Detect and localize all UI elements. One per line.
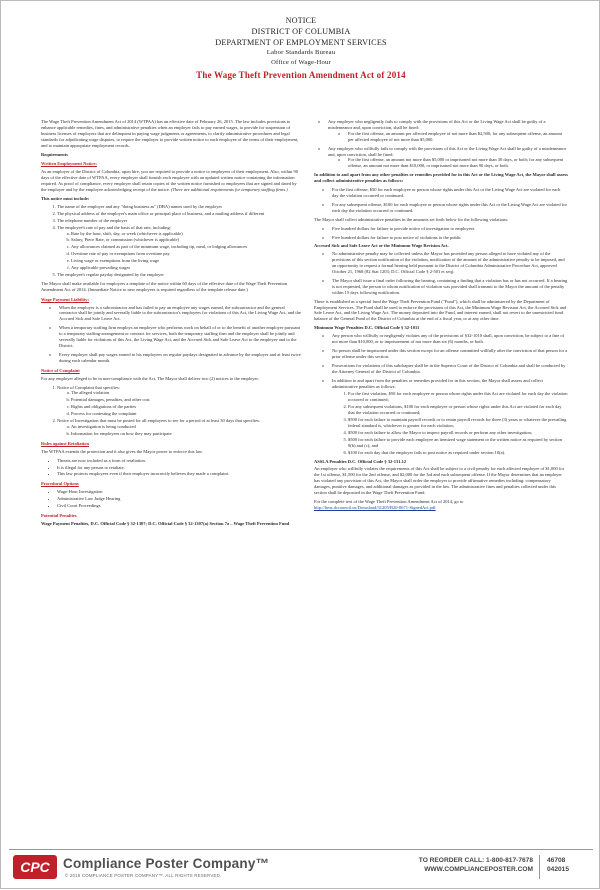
list-item: • Civil Court Proceedings: [57, 503, 303, 509]
rate-list: [57, 231, 303, 271]
reorder-info: [383, 856, 533, 874]
list-item: b. Potential damages, penalties, and other cost: [71, 397, 303, 403]
assla-paragraph: An employer who willfully violates the requirements of this Act shall be subject to a civil penalty for each affected employee of $1,000 for the 1st offense, $1,500 for the 2nd offense, and $2,000 for the 3rd and each subsequent offense. If the Mayor determines that an employer has violated any provision of this Act, the Mayor shall order the employer to provide affirmative remedies including: compensatory damages, punitive damages, and additional damages as provided in the law. The administrative fines and penalties collected under this section shall be deposited in the Wage Theft Prevention Fund.: [314, 466, 565, 496]
penalties-paragraph: Wage Payment Penalties, D.C. Official Code § 32-1307; D.C. Official Code § 32-1307(a) Section 7a – Wage Theft Prevention Fund: [41, 520, 290, 526]
bureau-name: Labor Standards Bureau: [266, 49, 336, 56]
retaliation-list: [41, 458, 303, 478]
list-item: a. An investigation is being conducted: [71, 424, 303, 430]
brand-name: Compliance Poster Company™: [63, 856, 270, 871]
reorder-phone[interactable]: TO REORDER CALL: 1-800-817-7678: [418, 857, 533, 864]
list-item: 3. The telephone number of the employer: [57, 218, 303, 224]
written-notice-paragraph: As an employer of the District of Columbia, upon hire, you are required to provide a notice to employees of their employment. Also, within 90 days of the effective date of WTPAA, every employer shall furnish each employee with an updated written notice containing the information required. As proof of compliance, every employer shall retain copies of the written notice furnished to employees that are signed and dated by the employer and by the employee acknowledging receipt of the notice. (There are additional requirements for temporary staffing firms.): [41, 169, 298, 193]
min-wage-list: [314, 333, 568, 455]
list-item: o Every employer shall pay wages earned to his employees on regular paydays designated in advance by the employer and at least twice during each calendar month.: [59, 352, 303, 364]
sick-leave-list: [314, 251, 568, 295]
list-item: o In addition to and apart from the penalties or remedies provided for in this section, the Mayor shall assess and collect administrative penalties as follows: 1. For the first violation, $50 for each employee or person whose rights under this Act are violated for each day the violation occurred or continued; 2. For any subsequent violations, $100 for each employee or person whose rights under this Act are violated for each day that the violation occurred or continued; 3. $500 for each failure to maintain payroll records or to retain payroll records for three (3) years or whatever the prevailing federal standard is, whichever is greater for each violation; 4. $500 for each failure to allow the Mayor to inspect payroll records or perform any other investigation; 5. $500 for each failure to provide each employee an itemized wage statement or the written notice as required by section 9(b) and (c); and 6. $100 for each day that the employer fails to post notice as required under section 10(a).: [332, 378, 568, 456]
list-item: 1. Notice of Complaint that specifies: a. The alleged violation b. Potential damages, penalties, and other cost c. Rights and obligations of the parties d. Process for contesting the complaint: [57, 385, 303, 418]
misdemeanor-sublist: [328, 131, 568, 143]
list-item: e. Living wage or exemptions from the living wage: [71, 258, 303, 264]
list-item: • It is illegal for any person to retaliate.: [57, 465, 303, 471]
list-item: • Wage-Hour Investigation: [57, 489, 303, 495]
poster-codes: [547, 856, 569, 874]
must-include-heading: This notice must include:: [41, 195, 90, 201]
list-item: o Prosecutions for violations of this subchapter shall be in the Superior Court of the District of Columbia and shall be conducted by the Attorney General of the District of Columbia.: [332, 363, 568, 375]
act-link[interactable]: http://lims.dccouncil.us/Download/31205/B20-0671-SignedAct.pdf: [314, 504, 436, 510]
list-item: b. Information for employees on how they may participate: [71, 431, 303, 437]
list-item: o Five hundred dollars for failure to post notice of violations to the public: [332, 235, 568, 241]
procedural-heading: Procedural Options: [41, 481, 79, 487]
list-item: o No administrative penalty may be collected unless the Mayor has provided any person alleged to have violated any of the provisions of this section notification of the violation, notification of the amount of the administrative penalty to be imposed, and an opportunity to request a formal hearing held pursuant to the District of Columbia Administrative Procedure Act, approved October 21, 1968 (82 Stat 1203; D.C. Official Code § 2-501 et seq).: [332, 251, 568, 275]
staffing-note: (There are additional requirements for temporary staffing firms.): [170, 187, 288, 193]
list-item: o For the first offense, an amount per affected employee of not more than $2,500; for any subsequent offense, an amount per affected employee of not more than $5,000.: [348, 131, 568, 143]
list-item: 4. The employee's rate of pay and the basis of that rate, including: a. Rate by the hour, shift, day, or week (whichever is applicable) b. Salary, Piece Rate, or commission (whichever is applicable) c. Any allowances claimed as part of the minimum wage, including tip, meal, or lodging allowances d. Overtime rate of pay or exemptions from overtime pay e. Living wage or exemptions from the living wage f. Any applicable prevailing wages: [57, 225, 303, 271]
sick-leave-heading: Accrued Sick and Safe Leave Act or the Minimum Wage Revision Act.: [314, 243, 449, 249]
min-wage-heading: Minimum Wage Penalties D.C. Official Code § 32-1011: [314, 325, 420, 331]
list-item: 1. The name of the employer and any "doing business as" (DBA) names used by the employer: [57, 204, 303, 210]
list-item: 2. For any subsequent violations, $100 for each employee or person whose rights under this Act are violated for each day that the violation occurred or continued;: [348, 404, 568, 416]
list-item: d. Process for contesting the complaint: [71, 411, 303, 417]
list-item: c. Rights and obligations of the parties: [71, 404, 303, 410]
list-item: 4. $500 for each failure to allow the Mayor to inspect payroll records or perform any other investigation;: [348, 430, 568, 436]
logo-text: CPC: [20, 859, 50, 875]
list-item: d. Overtime rate of pay or exemptions from overtime pay: [71, 251, 303, 257]
list-item: 5. The employee's regular payday designated by the employer: [57, 272, 303, 278]
list-item: 2. Notice of Investigation that must be posted for all employees to see for a period of at least 30 days that specifies: a. An investigation is being conducted b. Information for employees on how they may participate: [57, 418, 303, 437]
list-item: 5. $500 for each failure to provide each employee an itemized wage statement or the written notice as required by section 9(b) and (c); and: [348, 437, 568, 449]
footer-divider: [9, 849, 593, 850]
written-notice-heading: Written Employment Notice:: [41, 161, 97, 167]
misdemeanor-list: [314, 119, 568, 169]
list-item: • This law protects employees even if their employer incorrectly believes they made a complaint.: [57, 471, 303, 477]
copyright: © 2015 COMPLIANCE POSTER COMPANY™. ALL RIGHTS RESERVED.: [65, 873, 222, 878]
list-item: o For the first offense, an amount not more than $5,000 or imprisoned not more than 30 days, or both; for any subsequent offense, an amount not more than $10,000, or imprisoned not more than 90 days, or both.: [348, 157, 568, 169]
wage-liability-list: [41, 305, 303, 364]
admin-penalties-heading: In addition to and apart from any other penalties or remedies provided for in this Act or the Living Wage Act, the Mayor shall assess and collect administrative penalties as follows:: [314, 172, 568, 184]
retaliation-paragraph: The WTPAA extends the protection and it also gives the Mayor power to enforce this law.: [41, 448, 203, 454]
complete-text-paragraph: For the complete text of the Wage Theft Prevention Amendment Act of 2014, go to http://lims.dccouncil.us/Download/31205/B20-0671-SignedAct.pdf: [314, 498, 464, 510]
complaint-list: [41, 385, 303, 437]
department-name: DEPARTMENT OF EMPLOYMENT SERVICES: [215, 38, 387, 47]
penalties-heading: Potential Penalties: [41, 512, 77, 518]
notice-header: [1, 15, 600, 82]
revision-date: 042015: [547, 866, 570, 873]
footer-separator: [539, 855, 540, 879]
collect-paragraph: The Mayor shall collect administrative penalties in the amounts set forth below for the following violations:: [314, 216, 509, 222]
list-item: o When a temporary staffing firm employs an employee who performs work on behalf of or to the benefit of another employer pursuant to a temporary staffing-arrangement or contract for services, both the temporary staffing firm and the employer shall be jointly and severally liable for violations of this Act, the Living Wage Act, and the Accrued Sick and Safe Leave Act to the employee and to the District.: [59, 325, 303, 349]
notice-label: NOTICE: [285, 16, 317, 25]
notice-contents-list: [41, 204, 303, 278]
list-item: 3. $500 for each failure to maintain payroll records or to retain payroll records for three (3) years or whatever the prevailing federal standard is, whichever is greater for each violation;: [348, 417, 568, 429]
list-item: 6. $100 for each day that the employer fails to post notice as required under section 10(a).: [348, 450, 568, 456]
list-item: o Any employer who willfully fails to comply with the provisions of this Act or the Living Wage Act shall be guilty of a misdemeanor and, upon conviction, shall be fined: o For the first offense, an amount not more than $5,000 or imprisoned not more than 30 days, or both; for any subsequent offense, an amount not more than $10,000, or imprisoned not more than 90 days, or both.: [328, 146, 568, 170]
list-item: o Any person who willfully or negligently violates any of the provisions of §32-1010 shall, upon conviction, be subject to a fine of not more than $10,000, or to imprisonment of not more than six (6) months, or both.: [332, 333, 568, 345]
complaint-sublist: [57, 390, 303, 417]
list-item: 1. For the first violation, $50 for each employee or person whose rights under this Act are violated for each day the violation occurred or continued;: [348, 391, 568, 403]
procedural-list: [41, 489, 303, 509]
list-item: b. Salary, Piece Rate, or commission (whichever is applicable): [71, 237, 303, 243]
willful-sublist: [328, 157, 568, 169]
list-item: o Any employer who negligently fails to comply with the provisions of this Act or the Living Wage Act shall be guilty of a misdemeanor and, upon conviction, shall be fined: o For the first offense, an amount per affected employee of not more than $2,500; for any subsequent offense, an amount per affected employee of not more than $5,000.: [328, 119, 568, 143]
poster-number: 46708: [547, 857, 566, 864]
requirements-heading: Requirements: [41, 151, 68, 157]
complaint-paragraph: For any employer alleged to be in non-compliance with the Act, The Mayor shall deliver two (2) notices to the employer.: [41, 375, 259, 381]
list-item: c. Any allowances claimed as part of the minimum wage, including tip, meal, or lodging allowances: [71, 244, 303, 250]
fund-paragraph: There is established as a special fund the Wage Theft Prevention Fund ("Fund"), which shall be administered by the Department of Employment Services. The Fund shall be used to enforce the provisions of this Act, the Minimum Wage Revision Act, the Accrued Sick and Safe Leave Act, and the Living Wage Act. The money deposited into the Fund, and interest earned, shall not revert to the unrestricted fund balance of the General Fund of the District of Columbia at the end of a fiscal year, or at any other time.: [314, 298, 567, 322]
list-item: o For any subsequent offense, $100 for each employee or person whose rights under this Act or the Living Wage Act are violated for each day the violation occurred or continued.: [332, 202, 568, 214]
list-item: f. Any applicable prevailing wages: [71, 265, 303, 271]
office-name: Office of Wage-Hour: [271, 59, 331, 66]
footer: [1, 839, 600, 890]
admin-penalties-list: [314, 187, 568, 214]
list-item: • Threats are now included as a form of retaliation.: [57, 458, 303, 464]
left-column: [41, 119, 303, 530]
right-column: [314, 119, 568, 514]
retaliation-heading: Rules against Retaliation: [41, 440, 90, 446]
list-item: o When the employer is a subcontractor and has failed to pay an employee any wages earned, the subcontractor and the general contractor shall be jointly and severally liable to the subcontractor's employees for violations of this Act, the Living Wage Act, and the Accrued Sick and Safe Leave Act.: [59, 305, 303, 323]
wage-liability-heading: Wage Payment Liability:: [41, 296, 89, 302]
collect-list: [314, 226, 568, 241]
list-item: o Five hundred dollars for failure to provide notice of investigation to employees: [332, 226, 568, 232]
intro-paragraph: The Wage Theft Prevention Amendment Act of 2014 (WTPAA) has an effective date of February 26, 2015. The law includes provisions to enhance applicable remedies, fines, and administrative penalties when an employer fails to pay earned wages, to provide for suspension of business licenses of employers that are delinquent in paying wage judgments or agreements, to clarify administrative procedures and legal standards for adjudicating wage disputes, to require the employer to provide written notice to each employee of the terms of their employment, and to maintain appropriate employment records.: [41, 119, 299, 148]
list-item: • Administrative Law Judge Hearing: [57, 496, 303, 502]
list-item: o The Mayor shall issue a final order following the hearing, containing a finding that a violation has or has not occurred. If a hearing is not requested, the person to whom notification of violation was provided shall transmit to the Mayor the amount of the penalty within 15 days following notification.: [332, 278, 568, 296]
list-item: 2. The physical address of the employer's main office or principal place of business, and a mailing address if different: [57, 211, 303, 217]
complaint-heading: Notice of Complaint: [41, 367, 80, 373]
min-wage-sublist: [332, 391, 568, 455]
assla-heading: ASSLA Penalties D.C. Official Code § 32-131.12: [314, 458, 407, 464]
list-item: a. The alleged violation: [71, 390, 303, 396]
list-item: o For the first offense, $50 for each employee or person whose rights under this Act or the Living Wage Act are violated for each day the violation occurred or continued.: [332, 187, 568, 199]
cpc-logo-icon: [13, 855, 57, 879]
template-paragraph: The Mayor shall make available for employers a template of the notice within 60 days of the effective date of the Wage Theft Prevention Amendment Act of 2014. (Immediate Notice to new employees is required regardless of the template release date.): [41, 280, 288, 292]
notice-title: The Wage Theft Prevention Amendment Act of 2014: [196, 70, 406, 80]
investigation-sublist: [57, 424, 303, 437]
list-item: a. Rate by the hour, shift, day, or week (whichever is applicable): [71, 231, 303, 237]
list-item: o No person shall be imprisoned under this section except for an offense committed willfully after the conviction of that person for a prior offense under this section.: [332, 348, 568, 360]
website[interactable]: WWW.COMPLIANCEPOSTER.COM: [424, 866, 533, 873]
district-name: DISTRICT OF COLUMBIA: [251, 27, 351, 36]
